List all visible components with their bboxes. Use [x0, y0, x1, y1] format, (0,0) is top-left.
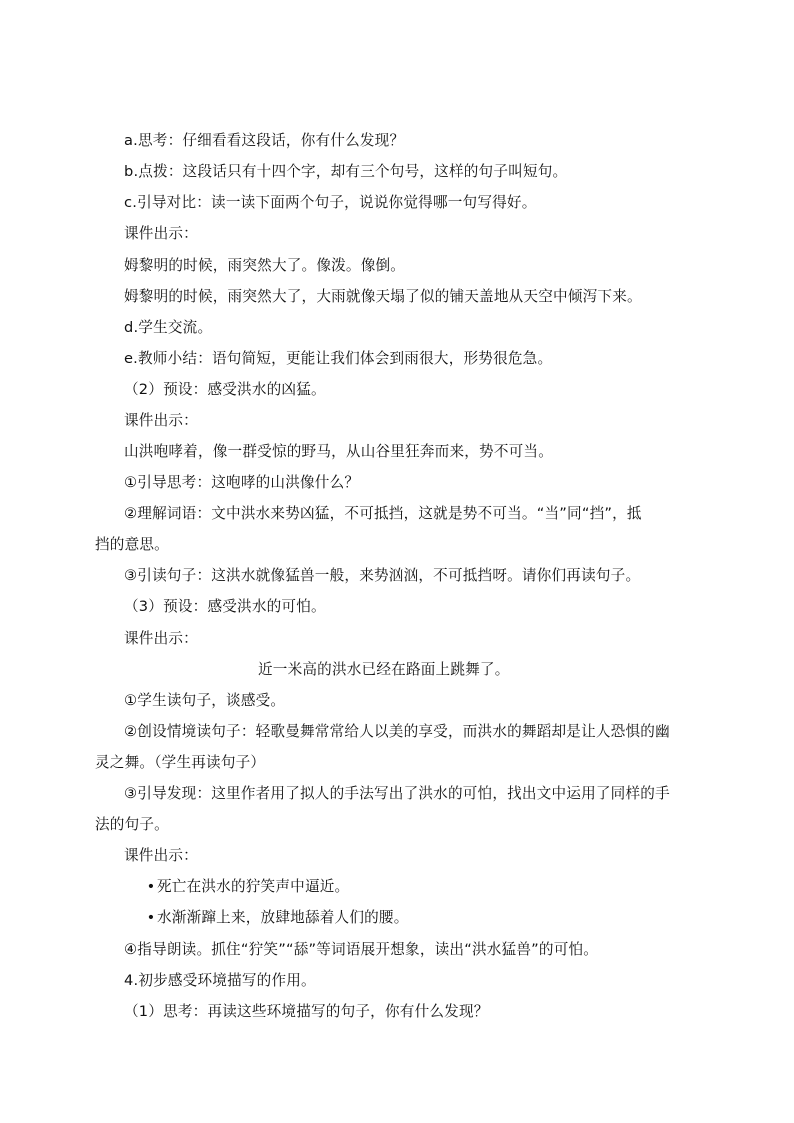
- bullet-icon: •: [146, 878, 156, 895]
- text-line: ②理解词语：文中洪水来势凶猛，不可抵挡，这就是势不可当。“当”同“挡”，抵: [124, 505, 642, 522]
- text-line: 课件出示：: [124, 847, 198, 864]
- text-line: ①引导思考：这咆哮的山洪像什么？: [124, 474, 360, 491]
- text-line: （1）思考：再读这些环境描写的句子，你有什么发现？: [124, 1003, 489, 1020]
- text-line: （2）预设：感受洪水的凶猛。: [124, 381, 326, 398]
- text-line: 课件出示：: [124, 225, 198, 242]
- text-line: 法的句子。: [95, 816, 169, 833]
- text-line: 4.初步感受环境描写的作用。: [124, 972, 316, 989]
- text-line-centered: 近一米高的洪水已经在路面上跳舞了。: [258, 661, 510, 678]
- text-line: ②创设情境读句子：轻歌曼舞常常给人以美的享受，而洪水的舞蹈却是让人恐惧的幽: [124, 723, 670, 740]
- text-line: c.引导对比：读一读下面两个句子，说说你觉得哪一句写得好。: [124, 194, 537, 211]
- text-line: 课件出示：: [124, 630, 198, 647]
- text-line: 课件出示：: [124, 412, 198, 429]
- text-line: a.思考：仔细看看这段话，你有什么发现？: [124, 132, 405, 149]
- text-line: ③引读句子：这洪水就像猛兽一般，来势汹汹，不可抵挡呀。请你们再读句子。: [124, 567, 641, 584]
- text-line: b.点拨：这段话只有十四个字，却有三个句号，这样的句子叫短句。: [124, 163, 568, 180]
- text-line: ①学生读句子，谈感受。: [124, 692, 286, 709]
- bullet-icon: •: [146, 909, 156, 926]
- text-line: e.教师小结：语句简短，更能让我们体会到雨很大，形势很危急。: [124, 350, 553, 367]
- text-line: 山洪咆哮着，像一群受惊的野马，从山谷里狂奔而来，势不可当。: [124, 443, 554, 460]
- text-line: （3）预设：感受洪水的可怕。: [124, 598, 326, 615]
- text-line: 姆黎明的时候，雨突然大了，大雨就像天塌了似的铺天盖地从天空中倾泻下来。: [124, 288, 642, 305]
- bullet-item: [145, 908, 409, 928]
- bullet-item-text: 水渐渐蹿上来，放肆地舔着人们的腰。: [157, 909, 409, 926]
- bullet-item: [145, 877, 349, 897]
- text-line: 挡的意思。: [95, 536, 169, 553]
- bullet-item-text: 死亡在洪水的狞笑声中逼近。: [157, 878, 350, 895]
- text-line: ③引导发现：这里作者用了拟人的手法写出了洪水的可怕，找出文中运用了同样的手: [124, 785, 670, 802]
- text-line: 灵之舞。（学生再读句子）: [95, 754, 266, 771]
- text-line: 姆黎明的时候，雨突然大了。像泼。像倒。: [124, 257, 406, 274]
- text-line: d.学生交流。: [124, 319, 213, 336]
- text-line: ④指导朗读。抓住“狞笑”“舔”等词语展开想象，读出“洪水猛兽”的可怕。: [124, 941, 599, 958]
